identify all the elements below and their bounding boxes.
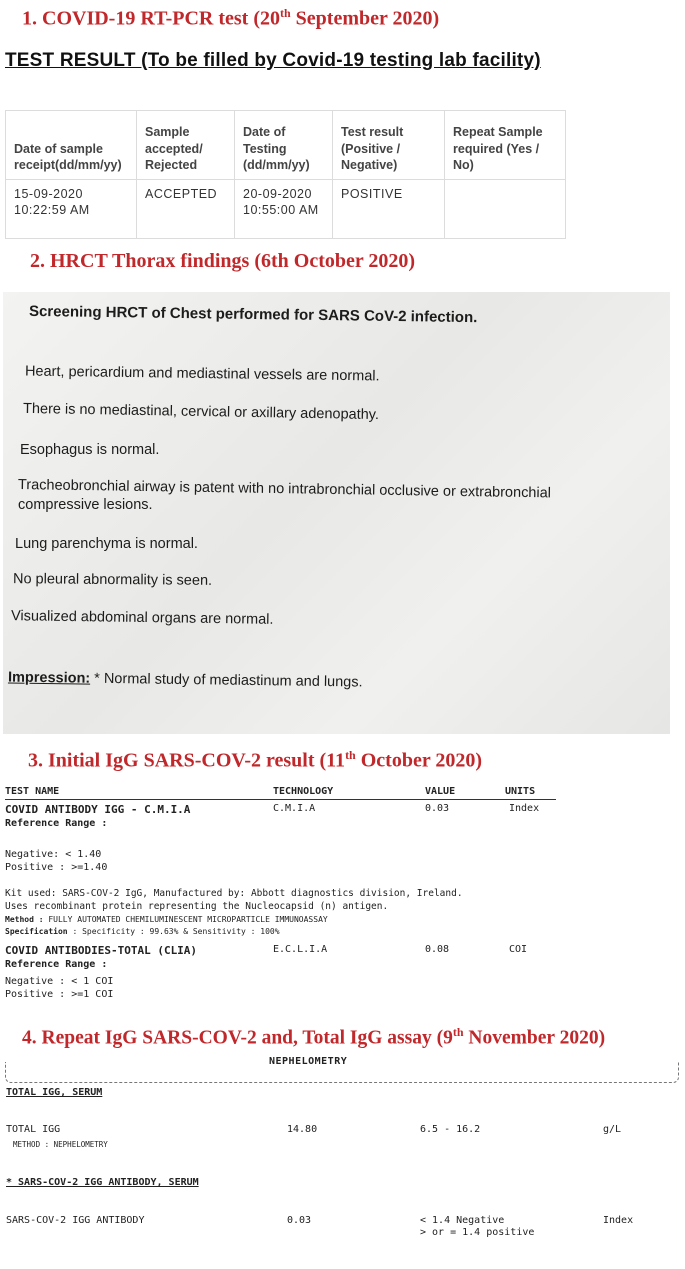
- sars-igg-name: SARS-COV-2 IGG ANTIBODY: [6, 1215, 145, 1226]
- test1-tech: C.M.I.A: [273, 803, 316, 814]
- impression-label: Impression:: [7, 669, 91, 687]
- section3-heading: 3. Initial IgG SARS-COV-2 result (11th October 2020): [28, 748, 483, 772]
- rt-pcr-table: [5, 110, 566, 239]
- total-igg-name: TOTAL IGG: [6, 1124, 61, 1135]
- hrct-line: Visualized abdominal organs are normal.: [10, 608, 274, 628]
- test2-tech: E.C.L.I.A: [273, 944, 328, 955]
- kit-text: Kit used: SARS-COV-2 IgG, Manufactured by: Abbott diagnostics division, Ireland.: [5, 888, 463, 899]
- test-result-title: TEST RESULT (To be filled by Covid-19 testing lab facility): [5, 50, 541, 71]
- hrct-line: Heart, pericardium and mediastinal vessels are normal.: [24, 363, 380, 385]
- header-technology: TECHNOLOGY: [273, 786, 334, 797]
- hrct-line: Lung parenchyma is normal.: [15, 536, 198, 552]
- sars-igg-heading: * SARS-COV-2 IGG ANTIBODY, SERUM: [6, 1177, 199, 1188]
- hrct-line: Tracheobronchial airway is patent with no intrabronchial occlusive or extrabronchial: [17, 477, 552, 502]
- test2-value: 0.08: [425, 944, 450, 955]
- sars-igg-range-positive: > or = 1.4 positive: [420, 1227, 535, 1238]
- total-igg-heading: TOTAL IGG, SERUM: [6, 1087, 103, 1098]
- uses-text: Uses recombinant protein representing the Nucleocapsid (n) antigen.: [5, 901, 389, 912]
- header-repeat-sample: Repeat Sample required (Yes / No): [445, 111, 566, 180]
- cell-date-testing: 20-09-2020 10:55:00 AM: [235, 180, 333, 239]
- test2-name: COVID ANTIBODIES-TOTAL (CLIA): [5, 944, 198, 957]
- total-igg-value: 14.80: [287, 1124, 318, 1135]
- test2-units: COI: [509, 944, 528, 955]
- test2-neg: Negative : < 1 COI: [5, 976, 114, 987]
- test1-name: COVID ANTIBODY IGG - C.M.I.A: [5, 803, 191, 816]
- section4-heading: 4. Repeat IgG SARS-COV-2 and, Total IgG assay (9th November 2020): [22, 1025, 606, 1049]
- sars-igg-units: Index: [603, 1215, 634, 1226]
- test2-pos: Positive : >=1 COI: [5, 989, 114, 1000]
- spec-line: Specification : Specificity : 99.63% & Sensitivity : 100%: [5, 927, 280, 936]
- cut-off-text: NEPHELOMETRY: [269, 1056, 348, 1067]
- hrct-report-photo: [3, 292, 670, 734]
- test1-value: 0.03: [425, 803, 450, 814]
- sars-igg-value: 0.03: [287, 1215, 312, 1226]
- section2-heading: 2. HRCT Thorax findings (6th October 2020): [30, 250, 416, 272]
- header-units: UNITS: [505, 786, 536, 797]
- header-value: VALUE: [425, 786, 456, 797]
- hrct-line: No pleural abnormality is seen.: [12, 571, 213, 589]
- test2-ref-label: Reference Range :: [5, 959, 108, 970]
- cut-off-header-box: [5, 1056, 679, 1083]
- header-date-testing: Date of Testing (dd/mm/yy): [235, 111, 333, 180]
- total-igg-range: 6.5 - 16.2: [420, 1124, 481, 1135]
- cell-date-receipt: 15-09-2020 10:22:59 AM: [6, 180, 137, 239]
- header-test-result: Test result (Positive / Negative): [333, 111, 445, 180]
- hrct-line: There is no mediastinal, cervical or axillary adenopathy.: [22, 400, 380, 424]
- hrct-impression: [8, 670, 363, 691]
- total-igg-units: g/L: [603, 1124, 622, 1135]
- section1-heading: 1. COVID-19 RT-PCR test (20th September 2020): [22, 6, 440, 30]
- hrct-line: Esophagus is normal.: [20, 442, 160, 458]
- test1-neg: Negative: < 1.40: [5, 849, 102, 860]
- cell-test-result: POSITIVE: [333, 180, 445, 239]
- cell-repeat-sample: [445, 180, 566, 239]
- total-igg-method: METHOD : NEPHELOMETRY: [13, 1140, 108, 1149]
- test1-units: Index: [509, 803, 540, 814]
- header-divider: [5, 799, 556, 800]
- test1-pos: Positive : >=1.40: [5, 862, 108, 873]
- impression-text: * Normal study of mediastinum and lungs.: [90, 670, 363, 691]
- method-line: Method : FULLY AUTOMATED CHEMILUMINESCENT MICROPARTICLE IMMUNOASSAY: [5, 915, 328, 924]
- header-test-name: TEST NAME: [5, 786, 60, 797]
- cell-sample-accepted: ACCEPTED: [137, 180, 235, 239]
- header-sample-accepted: Sample accepted/ Rejected: [137, 111, 235, 180]
- sars-igg-range-negative: < 1.4 Negative: [420, 1215, 505, 1226]
- hrct-line: compressive lesions.: [18, 497, 153, 513]
- hrct-heading: Screening HRCT of Chest performed for SARS CoV-2 infection.: [28, 302, 478, 327]
- header-date-receipt: Date of sample receipt(dd/mm/yy): [6, 111, 137, 180]
- test1-ref-label: Reference Range :: [5, 818, 108, 829]
